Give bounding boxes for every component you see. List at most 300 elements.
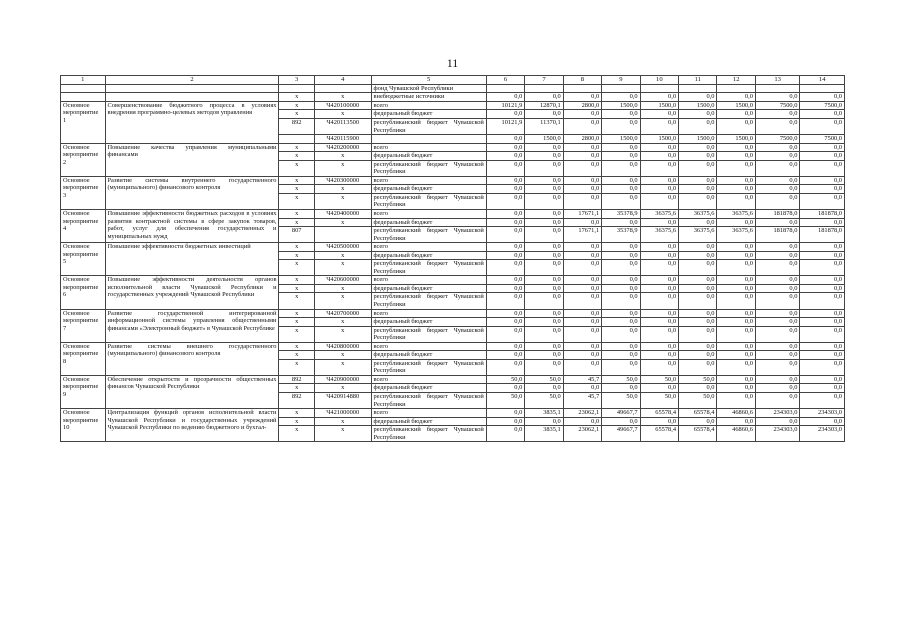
value-cell: 0,0 [602, 359, 640, 375]
grbs-cell: 892 [279, 393, 314, 409]
value-cell: 65578,4 [640, 409, 678, 418]
grbs-cell: x [279, 160, 314, 176]
value-cell: 0,0 [679, 243, 717, 252]
code-cell: Ч420700000 [314, 309, 371, 318]
value-cell: 0,0 [525, 276, 563, 285]
value-cell [525, 84, 563, 93]
code-cell: x [314, 426, 371, 442]
value-cell: 1500,0 [717, 135, 755, 144]
value-cell: 0,0 [717, 417, 755, 426]
value-cell: 0,0 [755, 293, 800, 309]
value-cell: 0,0 [486, 227, 524, 243]
value-cell: 49667,7 [602, 426, 640, 442]
value-cell: 0,0 [525, 110, 563, 119]
value-cell: 1500,0 [640, 135, 678, 144]
value-cell: 0,0 [717, 152, 755, 161]
value-cell: 234303,0 [800, 426, 845, 442]
value-cell: 0,0 [800, 326, 845, 342]
value-cell: 0,0 [486, 260, 524, 276]
code-cell: Ч420500000 [314, 243, 371, 252]
value-cell: 1500,0 [640, 101, 678, 110]
value-cell: 0,0 [800, 375, 845, 384]
code-cell: x [314, 193, 371, 209]
source-cell: всего [371, 209, 486, 218]
value-cell: 0,0 [525, 243, 563, 252]
event-label-cell: Основное мероприятие 1 [61, 101, 106, 143]
grbs-cell: x [279, 209, 314, 218]
value-cell: 0,0 [717, 93, 755, 102]
grbs-cell [279, 84, 314, 93]
value-cell: 36375,6 [717, 227, 755, 243]
value-cell: 0,0 [679, 417, 717, 426]
value-cell: 0,0 [755, 160, 800, 176]
value-cell: 0,0 [679, 93, 717, 102]
value-cell: 23062,1 [563, 409, 601, 418]
value-cell: 0,0 [525, 176, 563, 185]
grbs-cell: x [279, 318, 314, 327]
value-cell: 0,0 [679, 384, 717, 393]
source-cell: федеральный бюджет [371, 384, 486, 393]
code-cell: Ч420800000 [314, 342, 371, 351]
value-cell: 0,0 [486, 284, 524, 293]
source-cell: федеральный бюджет [371, 351, 486, 360]
value-cell: 0,0 [563, 351, 601, 360]
code-cell: Ч420113500 [314, 118, 371, 134]
source-cell: всего [371, 409, 486, 418]
value-cell [755, 84, 800, 93]
value-cell: 7500,0 [800, 101, 845, 110]
value-cell: 0,0 [679, 342, 717, 351]
value-cell: 0,0 [563, 218, 601, 227]
value-cell: 0,0 [486, 93, 524, 102]
table-row [61, 93, 845, 102]
value-cell: 181878,0 [800, 209, 845, 218]
table-row [61, 409, 845, 418]
code-cell: x [314, 218, 371, 227]
value-cell: 0,0 [717, 185, 755, 194]
code-cell: x [314, 359, 371, 375]
value-cell: 0,0 [717, 193, 755, 209]
event-name-cell [105, 84, 279, 93]
value-cell [679, 84, 717, 93]
value-cell: 0,0 [563, 243, 601, 252]
value-cell: 0,0 [563, 284, 601, 293]
value-cell: 0,0 [800, 243, 845, 252]
code-cell: Ч420200000 [314, 143, 371, 152]
value-cell: 65578,4 [640, 426, 678, 442]
value-cell: 0,0 [602, 176, 640, 185]
grbs-cell: x [279, 351, 314, 360]
value-cell: 234303,0 [800, 409, 845, 418]
value-cell: 0,0 [486, 359, 524, 375]
value-cell: 0,0 [800, 185, 845, 194]
value-cell: 0,0 [640, 276, 678, 285]
value-cell: 1500,0 [602, 135, 640, 144]
value-cell: 0,0 [800, 110, 845, 119]
event-label-cell: Основное мероприятие 8 [61, 342, 106, 375]
value-cell: 0,0 [755, 152, 800, 161]
code-cell: x [314, 152, 371, 161]
table-row [61, 143, 845, 152]
value-cell: 0,0 [755, 342, 800, 351]
column-header: 8 [563, 76, 601, 85]
value-cell: 1500,0 [679, 135, 717, 144]
value-cell: 0,0 [679, 359, 717, 375]
value-cell: 0,0 [679, 251, 717, 260]
code-cell: x [314, 93, 371, 102]
value-cell: 0,0 [755, 351, 800, 360]
event-label-cell: Основное мероприятие 3 [61, 176, 106, 209]
value-cell: 0,0 [602, 309, 640, 318]
code-cell: x [314, 284, 371, 293]
source-cell: республиканский бюджет Чувашской Республики [371, 426, 486, 442]
column-header: 1 [61, 76, 106, 85]
grbs-cell: x [279, 409, 314, 418]
source-cell: федеральный бюджет [371, 251, 486, 260]
value-cell: 0,0 [525, 293, 563, 309]
value-cell: 0,0 [486, 409, 524, 418]
value-cell: 0,0 [755, 176, 800, 185]
code-cell: Ч420900000 [314, 375, 371, 384]
event-label-cell [61, 93, 106, 102]
value-cell: 17671,1 [563, 209, 601, 218]
source-cell: республиканский бюджет Чувашской Республики [371, 359, 486, 375]
value-cell: 0,0 [602, 152, 640, 161]
code-cell: Ч420600000 [314, 276, 371, 285]
value-cell: 0,0 [717, 293, 755, 309]
code-cell: Ч420400000 [314, 209, 371, 218]
value-cell: 0,0 [800, 260, 845, 276]
code-cell: Ч420300000 [314, 176, 371, 185]
value-cell: 0,0 [602, 160, 640, 176]
value-cell: 0,0 [563, 176, 601, 185]
source-cell: всего [371, 101, 486, 110]
value-cell: 0,0 [486, 318, 524, 327]
event-label-cell: Основное мероприятие 5 [61, 243, 106, 276]
value-cell: 0,0 [602, 384, 640, 393]
value-cell: 0,0 [717, 118, 755, 134]
column-header: 7 [525, 76, 563, 85]
value-cell: 0,0 [679, 309, 717, 318]
value-cell: 0,0 [602, 110, 640, 119]
code-cell: Ч421000000 [314, 409, 371, 418]
value-cell: 0,0 [755, 326, 800, 342]
value-cell: 0,0 [563, 160, 601, 176]
value-cell: 7500,0 [755, 101, 800, 110]
value-cell: 0,0 [640, 384, 678, 393]
value-cell: 0,0 [563, 276, 601, 285]
source-cell: республиканский бюджет Чувашской Республики [371, 393, 486, 409]
grbs-cell: x [279, 251, 314, 260]
value-cell: 0,0 [755, 384, 800, 393]
event-name-cell: Повышение эффективности бюджетных расходов в условиях развития контрактной системы в сфере закупок товаров, работ, услуг для обеспечения государственных и муниципальных нужд [105, 209, 279, 242]
value-cell: 17671,1 [563, 227, 601, 243]
value-cell: 0,0 [717, 176, 755, 185]
value-cell: 0,0 [800, 152, 845, 161]
value-cell: 0,0 [525, 309, 563, 318]
funding-table [60, 75, 845, 442]
source-cell: республиканский бюджет Чувашской Республики [371, 293, 486, 309]
value-cell: 0,0 [640, 93, 678, 102]
value-cell: 0,0 [602, 218, 640, 227]
value-cell: 0,0 [800, 393, 845, 409]
value-cell: 0,0 [486, 160, 524, 176]
source-cell [371, 135, 486, 144]
code-cell: x [314, 318, 371, 327]
value-cell: 0,0 [755, 185, 800, 194]
table-row [61, 209, 845, 218]
column-header: 11 [679, 76, 717, 85]
value-cell: 50,0 [486, 375, 524, 384]
value-cell: 0,0 [525, 384, 563, 393]
grbs-cell: x [279, 185, 314, 194]
value-cell [486, 84, 524, 93]
value-cell: 1500,0 [525, 135, 563, 144]
value-cell: 0,0 [755, 193, 800, 209]
value-cell: 0,0 [602, 243, 640, 252]
value-cell: 50,0 [640, 393, 678, 409]
value-cell: 2800,0 [563, 101, 601, 110]
value-cell: 49667,7 [602, 409, 640, 418]
value-cell: 0,0 [486, 309, 524, 318]
event-name-cell: Обеспечение открытости и прозрачности общественных финансов Чувашской Республики [105, 375, 279, 408]
value-cell: 0,0 [602, 185, 640, 194]
value-cell: 46860,6 [717, 409, 755, 418]
value-cell: 0,0 [602, 276, 640, 285]
column-header: 9 [602, 76, 640, 85]
grbs-cell [279, 135, 314, 144]
value-cell: 0,0 [486, 176, 524, 185]
source-cell: всего [371, 309, 486, 318]
value-cell: 0,0 [679, 152, 717, 161]
code-cell: x [314, 384, 371, 393]
value-cell: 0,0 [717, 284, 755, 293]
value-cell: 234303,0 [755, 426, 800, 442]
value-cell: 0,0 [800, 276, 845, 285]
value-cell: 0,0 [717, 375, 755, 384]
value-cell: 0,0 [717, 243, 755, 252]
value-cell: 0,0 [800, 351, 845, 360]
code-cell: x [314, 417, 371, 426]
value-cell: 0,0 [486, 135, 524, 144]
source-cell: республиканский бюджет Чувашской Республики [371, 260, 486, 276]
grbs-cell: x [279, 143, 314, 152]
value-cell: 50,0 [602, 375, 640, 384]
value-cell: 0,0 [563, 143, 601, 152]
value-cell: 0,0 [525, 218, 563, 227]
value-cell: 0,0 [640, 176, 678, 185]
value-cell: 0,0 [563, 110, 601, 119]
event-name-cell: Централизация функций органов исполнительной власти Чувашской Республики и государственных учреждений Чувашской Республики по ведению бюджетного и бухгал- [105, 409, 279, 442]
value-cell: 0,0 [717, 351, 755, 360]
value-cell: 0,0 [602, 326, 640, 342]
value-cell: 181878,0 [755, 227, 800, 243]
value-cell: 0,0 [679, 351, 717, 360]
grbs-cell: x [279, 426, 314, 442]
value-cell: 0,0 [755, 243, 800, 252]
value-cell: 0,0 [525, 209, 563, 218]
source-cell: федеральный бюджет [371, 318, 486, 327]
code-cell: x [314, 110, 371, 119]
value-cell: 0,0 [717, 143, 755, 152]
value-cell: 65578,4 [679, 409, 717, 418]
value-cell: 0,0 [602, 417, 640, 426]
value-cell [800, 84, 845, 93]
value-cell: 0,0 [525, 193, 563, 209]
grbs-cell: 807 [279, 227, 314, 243]
source-cell: внебюджетные источники [371, 93, 486, 102]
table-row [61, 243, 845, 252]
value-cell: 0,0 [525, 160, 563, 176]
value-cell: 0,0 [640, 318, 678, 327]
grbs-cell: x [279, 101, 314, 110]
source-cell: всего [371, 143, 486, 152]
value-cell: 0,0 [755, 260, 800, 276]
value-cell: 0,0 [679, 160, 717, 176]
event-label-cell: Основное мероприятие 2 [61, 143, 106, 176]
value-cell: 0,0 [755, 318, 800, 327]
value-cell: 50,0 [602, 393, 640, 409]
value-cell [563, 84, 601, 93]
value-cell: 1500,0 [679, 101, 717, 110]
value-cell: 0,0 [486, 293, 524, 309]
value-cell: 0,0 [563, 152, 601, 161]
grbs-cell: x [279, 384, 314, 393]
event-label-cell [61, 84, 106, 93]
grbs-cell: 892 [279, 118, 314, 134]
value-cell: 0,0 [640, 260, 678, 276]
value-cell: 0,0 [800, 118, 845, 134]
value-cell: 0,0 [679, 176, 717, 185]
value-cell: 0,0 [525, 359, 563, 375]
value-cell: 0,0 [800, 93, 845, 102]
value-cell: 0,0 [679, 326, 717, 342]
source-cell: федеральный бюджет [371, 417, 486, 426]
source-cell: федеральный бюджет [371, 185, 486, 194]
code-cell: Ч420100000 [314, 101, 371, 110]
event-name-cell: Повышение эффективности деятельности органов исполнительной власти Чувашской Республики и государственных учреждений Чувашской Республики [105, 276, 279, 309]
value-cell: 0,0 [602, 284, 640, 293]
value-cell: 0,0 [525, 417, 563, 426]
column-header: 5 [371, 76, 486, 85]
value-cell: 0,0 [640, 118, 678, 134]
value-cell: 0,0 [717, 110, 755, 119]
value-cell: 0,0 [563, 384, 601, 393]
value-cell: 0,0 [717, 218, 755, 227]
value-cell: 36375,6 [640, 227, 678, 243]
value-cell: 0,0 [563, 118, 601, 134]
value-cell: 0,0 [640, 143, 678, 152]
value-cell: 45,7 [563, 375, 601, 384]
value-cell: 0,0 [525, 318, 563, 327]
value-cell: 0,0 [602, 251, 640, 260]
value-cell: 0,0 [717, 342, 755, 351]
value-cell: 0,0 [563, 359, 601, 375]
table-row [61, 276, 845, 285]
source-cell: всего [371, 243, 486, 252]
column-header: 13 [755, 76, 800, 85]
value-cell: 0,0 [800, 384, 845, 393]
value-cell [640, 84, 678, 93]
code-cell: x [314, 160, 371, 176]
column-header: 2 [105, 76, 279, 85]
value-cell: 0,0 [525, 185, 563, 194]
value-cell: 0,0 [755, 143, 800, 152]
value-cell: 0,0 [717, 309, 755, 318]
value-cell: 0,0 [800, 251, 845, 260]
source-cell: всего [371, 375, 486, 384]
code-cell: x [314, 351, 371, 360]
value-cell: 0,0 [486, 209, 524, 218]
grbs-cell: x [279, 342, 314, 351]
value-cell: 0,0 [755, 359, 800, 375]
code-cell: x [314, 326, 371, 342]
value-cell: 35378,9 [602, 209, 640, 218]
value-cell: 0,0 [602, 93, 640, 102]
value-cell: 1500,0 [602, 101, 640, 110]
value-cell: 35378,9 [602, 227, 640, 243]
value-cell: 11370,1 [525, 118, 563, 134]
value-cell: 0,0 [486, 326, 524, 342]
grbs-cell: x [279, 309, 314, 318]
value-cell: 0,0 [563, 417, 601, 426]
grbs-cell: x [279, 359, 314, 375]
table-body [61, 84, 845, 442]
value-cell: 0,0 [800, 143, 845, 152]
value-cell: 0,0 [800, 176, 845, 185]
code-cell: Ч420914880 [314, 393, 371, 409]
value-cell: 0,0 [602, 260, 640, 276]
value-cell: 0,0 [755, 251, 800, 260]
value-cell: 0,0 [800, 417, 845, 426]
value-cell: 0,0 [755, 218, 800, 227]
value-cell: 0,0 [679, 318, 717, 327]
value-cell: 0,0 [755, 284, 800, 293]
value-cell: 0,0 [563, 185, 601, 194]
table-header [61, 76, 845, 85]
value-cell: 0,0 [640, 309, 678, 318]
value-cell: 0,0 [563, 260, 601, 276]
value-cell: 36375,6 [679, 227, 717, 243]
value-cell: 0,0 [486, 143, 524, 152]
value-cell: 0,0 [679, 218, 717, 227]
value-cell: 0,0 [486, 193, 524, 209]
value-cell: 0,0 [640, 359, 678, 375]
table-row [61, 176, 845, 185]
event-name-cell: Повышение эффективности бюджетных инвестиций [105, 243, 279, 276]
source-cell: республиканский бюджет Чувашской Республики [371, 326, 486, 342]
value-cell: 0,0 [800, 218, 845, 227]
grbs-cell: x [279, 93, 314, 102]
value-cell: 50,0 [679, 393, 717, 409]
value-cell: 0,0 [717, 276, 755, 285]
value-cell: 0,0 [640, 326, 678, 342]
value-cell: 0,0 [602, 318, 640, 327]
grbs-cell: x [279, 293, 314, 309]
value-cell: 7500,0 [755, 135, 800, 144]
value-cell: 50,0 [525, 393, 563, 409]
value-cell: 234303,0 [755, 409, 800, 418]
value-cell: 0,0 [525, 284, 563, 293]
value-cell: 0,0 [563, 93, 601, 102]
table-row [61, 101, 845, 110]
value-cell: 3835,1 [525, 426, 563, 442]
source-cell: республиканский бюджет Чувашской Республики [371, 160, 486, 176]
value-cell: 0,0 [717, 393, 755, 409]
event-name-cell: Развитие государственной интегрированной информационной системы управления общественными финансами «Электронный бюджет» в Чувашской Республике [105, 309, 279, 342]
value-cell: 0,0 [640, 251, 678, 260]
value-cell: 0,0 [525, 93, 563, 102]
